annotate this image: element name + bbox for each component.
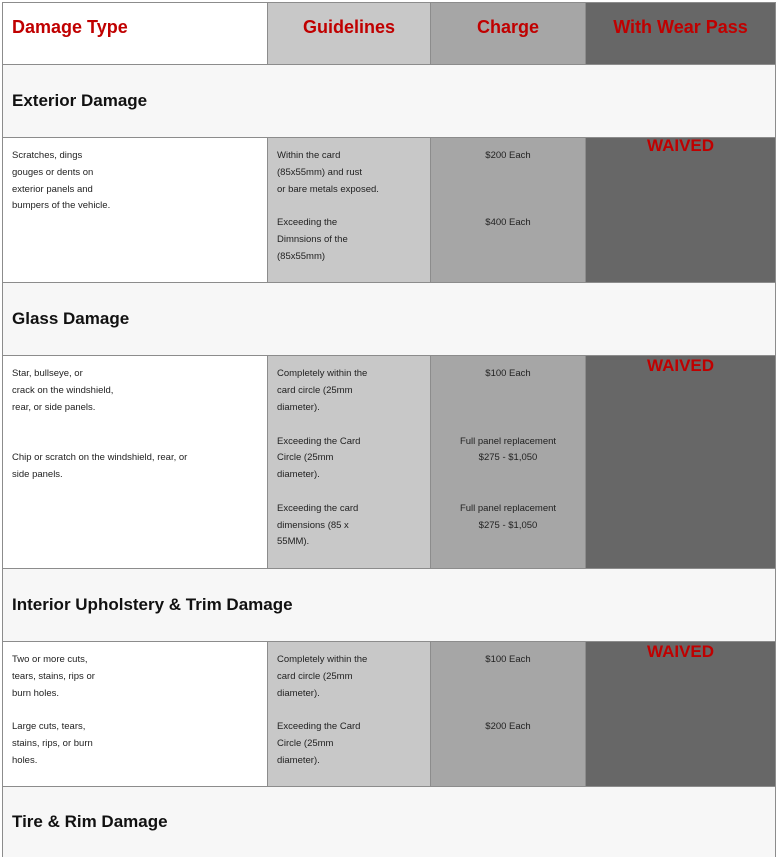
charge-text: $200 Each [485, 150, 531, 161]
table-header-row [3, 3, 776, 65]
damage-charges-table [2, 2, 776, 857]
wear-pass-cell [586, 641, 776, 786]
table-row [3, 138, 776, 283]
guidelines-cell [268, 641, 431, 786]
guideline-text: Exceeding the Card Circle (25mm diameter). [277, 435, 361, 481]
waived-label: WAIVED [646, 356, 715, 376]
section-title: Glass Damage [3, 283, 776, 356]
section-title: Tire & Rim Damage [3, 787, 776, 857]
damage-description: Star, bullseye, or crack on the windshield, rear, or side panels. [12, 368, 114, 413]
section-row-exterior [3, 65, 776, 138]
waived-label: WAIVED [646, 136, 715, 155]
guideline-text: Completely within the card circle (25mm diameter). [277, 368, 368, 413]
guidelines-cell [268, 138, 431, 283]
section-title: Exterior Damage [3, 65, 776, 138]
charge-text: Full panel replacement $275 - $1,050 [459, 435, 557, 464]
guideline-text: Exceeding the Card Circle (25mm diameter). [277, 721, 361, 766]
damage-description: Two or more cuts, tears, stains, rips or burn holes. [12, 653, 95, 699]
charge-text: $100 Each [485, 653, 531, 665]
table-row [3, 641, 776, 786]
guideline-text: Exceeding the Dimnsions of the (85x55mm) [277, 217, 348, 262]
header-with-wear-pass: With Wear Pass [586, 3, 776, 65]
header-charge: Charge [431, 3, 586, 65]
table-row [3, 356, 776, 569]
guidelines-cell [268, 356, 431, 569]
wear-pass-cell [586, 138, 776, 283]
header-damage-type: Damage Type [3, 3, 268, 65]
charge-text: $400 Each [485, 217, 531, 229]
section-row-tire-rim [3, 787, 776, 857]
guideline-text: Exceeding the card dimensions (85 x 55MM). [277, 502, 359, 548]
damage-cell [3, 356, 268, 569]
section-title: Interior Upholstery & Trim Damage [3, 568, 776, 641]
damage-cell [3, 138, 268, 283]
charge-text: $100 Each [485, 368, 531, 380]
damage-description: Large cuts, tears, stains, rips, or burn holes. [12, 721, 93, 766]
charge-text: $200 Each [485, 721, 531, 733]
guideline-text: Completely within the card circle (25mm diameter). [277, 653, 368, 699]
damage-cell [3, 641, 268, 786]
waived-label: WAIVED [646, 641, 715, 661]
section-row-interior [3, 568, 776, 641]
charge-text: Full panel replacement $275 - $1,050 [459, 502, 557, 531]
charge-cell [431, 356, 586, 569]
damage-description: Chip or scratch on the windshield, rear, or side panels. [12, 452, 188, 481]
charge-cell [431, 641, 586, 786]
header-guidelines: Guidelines [268, 3, 431, 65]
charge-cell [431, 138, 586, 283]
wear-pass-cell [586, 356, 776, 569]
damage-description: Scratches, dings gouges or dents on exterior panels and bumpers of the vehicle. [12, 150, 111, 212]
section-row-glass [3, 283, 776, 356]
guideline-text: Within the card (85x55mm) and rust or bare metals exposed. [277, 150, 379, 195]
